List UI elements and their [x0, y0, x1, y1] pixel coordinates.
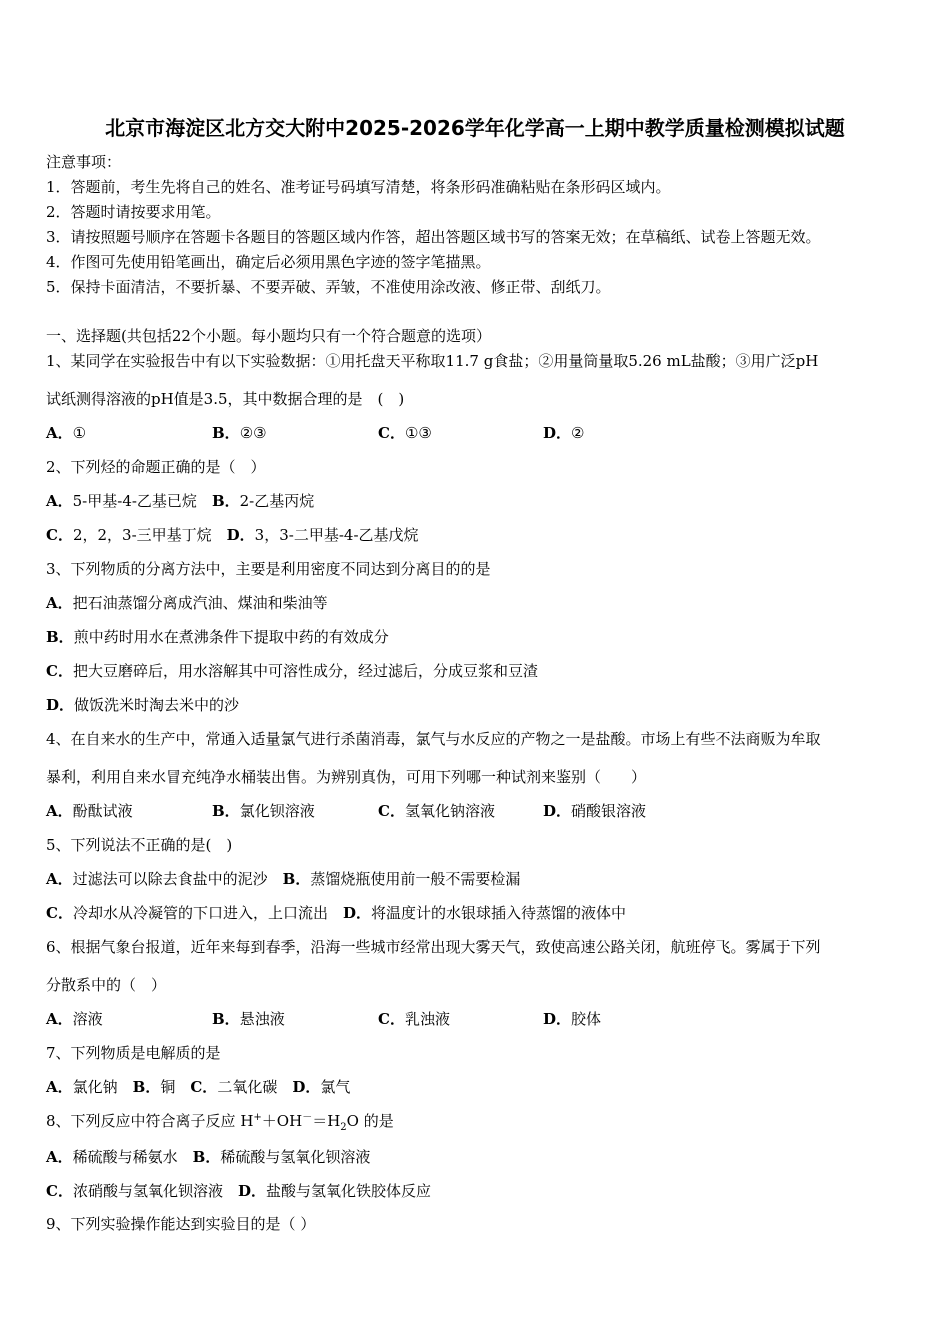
question-2-options-ab: A．5-甲基-4-乙基已烷 B．2-乙基丙烷 — [46, 492, 315, 510]
question-8-stem-text: ＝H — [312, 1112, 341, 1130]
question-4-option-c: C．氢氧化钠溶液 — [378, 802, 495, 820]
question-8-stem — [46, 1111, 394, 1131]
question-3-option-a: A．把石油蒸馏分离成汽油、煤油和柴油等 — [46, 594, 328, 612]
section-heading: 一、选择题(共包括22个小题。每小题均只有一个符合题意的选项） — [46, 327, 491, 345]
question-5-options-cd: C．冷却水从冷凝管的下口进入，上口流出 D．将温度计的水银球插入待蒸馏的液体中 — [46, 904, 626, 922]
question-1-option-d: D．② — [543, 424, 585, 442]
question-7-options: A．氯化钠 B．铜 C．二氧化碳 D．氯气 — [46, 1078, 351, 1096]
question-8-stem-text: 8、下列反应中符合离子反应 H — [46, 1112, 254, 1130]
question-4-stem: 4、在自来水的生产中，常通入适量氯气进行杀菌消毒，氯气与水反应的产物之一是盐酸。市场上有些不法商贩为牟取 — [46, 730, 821, 748]
question-4-stem-cont: 暴利，利用自来水冒充纯净水桶装出售。为辨别真伪，可用下列哪一种试剂来鉴别（ ） — [46, 768, 647, 786]
superscript-plus: + — [253, 1112, 262, 1123]
question-1-stem: 1、某同学在实验报告中有以下实验数据：①用托盘天平称取11.7 g食盐；②用量筒量取5.26 mL盐酸；③用广泛pH — [46, 352, 819, 370]
question-3-option-b: B．煎中药时用水在煮沸条件下提取中药的有效成分 — [46, 628, 389, 646]
question-6-stem-cont: 分散系中的（ ） — [46, 976, 167, 994]
question-8-options-ab: A．稀硫酸与稀氨水 B．稀硫酸与氢氧化钡溶液 — [46, 1148, 371, 1166]
question-8-stem-text: O 的是 — [346, 1112, 394, 1130]
question-1-option-c: C．①③ — [378, 424, 432, 442]
notice-item: 2．答题时请按要求用笔。 — [46, 203, 221, 221]
question-5-options-ab: A．过滤法可以除去食盐中的泥沙 B．蒸馏烧瓶使用前一般不需要检漏 — [46, 870, 521, 888]
question-2-options-cd: C．2，2，3-三甲基丁烷 D．3，3-二甲基-4-乙基戊烷 — [46, 526, 419, 544]
question-6-option-d: D．胶体 — [543, 1010, 602, 1028]
question-6-option-a: A．溶液 — [46, 1010, 103, 1028]
question-6-option-c: C．乳浊液 — [378, 1010, 450, 1028]
question-4-option-b: B．氯化钡溶液 — [212, 802, 315, 820]
notice-item: 3．请按照题号顺序在答题卡各题目的答题区域内作答，超出答题区域书写的答案无效；在草稿纸、试卷上答题无效。 — [46, 228, 821, 246]
question-8-options-cd: C．浓硝酸与氢氧化钡溶液 D．盐酸与氢氧化铁胶体反应 — [46, 1182, 431, 1200]
question-3-option-c: C．把大豆磨碎后，用水溶解其中可溶性成分，经过滤后，分成豆浆和豆渣 — [46, 662, 538, 680]
page-title: 北京市海淀区北方交大附中2025-2026学年化学高一上期中教学质量检测模拟试题 — [105, 116, 845, 140]
question-6-option-b: B．悬浊液 — [212, 1010, 285, 1028]
notice-item: 1．答题前，考生先将自己的姓名、准考证号码填写清楚，将条形码准确粘贴在条形码区域内。 — [46, 178, 671, 196]
question-9-stem: 9、下列实验操作能达到实验目的是（ ） — [46, 1215, 316, 1233]
question-1-option-a: A．① — [46, 424, 87, 442]
question-2-stem: 2、下列烃的命题正确的是（ ） — [46, 458, 266, 476]
subscript-two: 2 — [340, 1122, 347, 1133]
question-8-stem-text: ＋OH — [261, 1112, 303, 1130]
question-6-stem: 6、根据气象台报道，近年来每到春季，沿海一些城市经常出现大雾天气，致使高速公路关闭，航班停飞。雾属于下列 — [46, 938, 821, 956]
question-1-stem-cont: 试纸测得溶液的pH值是3.5，其中数据合理的是 ( ) — [46, 390, 405, 408]
superscript-minus: － — [302, 1112, 313, 1123]
question-3-option-d: D．做饭洗米时淘去米中的沙 — [46, 696, 240, 714]
notice-item: 4．作图可先使用铅笔画出，确定后必须用黑色字迹的签字笔描黑。 — [46, 253, 491, 271]
question-4-option-d: D．硝酸银溶液 — [543, 802, 647, 820]
question-4-option-a: A．酚酞试液 — [46, 802, 133, 820]
question-7-stem: 7、下列物质是电解质的是 — [46, 1044, 221, 1062]
notice-heading: 注意事项： — [46, 153, 122, 171]
question-5-stem: 5、下列说法不正确的是( ) — [46, 836, 233, 854]
question-1-option-b: B．②③ — [212, 424, 267, 442]
question-3-stem: 3、下列物质的分离方法中，主要是利用密度不同达到分离目的的是 — [46, 560, 491, 578]
notice-item: 5．保持卡面清洁，不要折暴、不要弄破、弄皱，不准使用涂改液、修正带、刮纸刀。 — [46, 278, 611, 296]
